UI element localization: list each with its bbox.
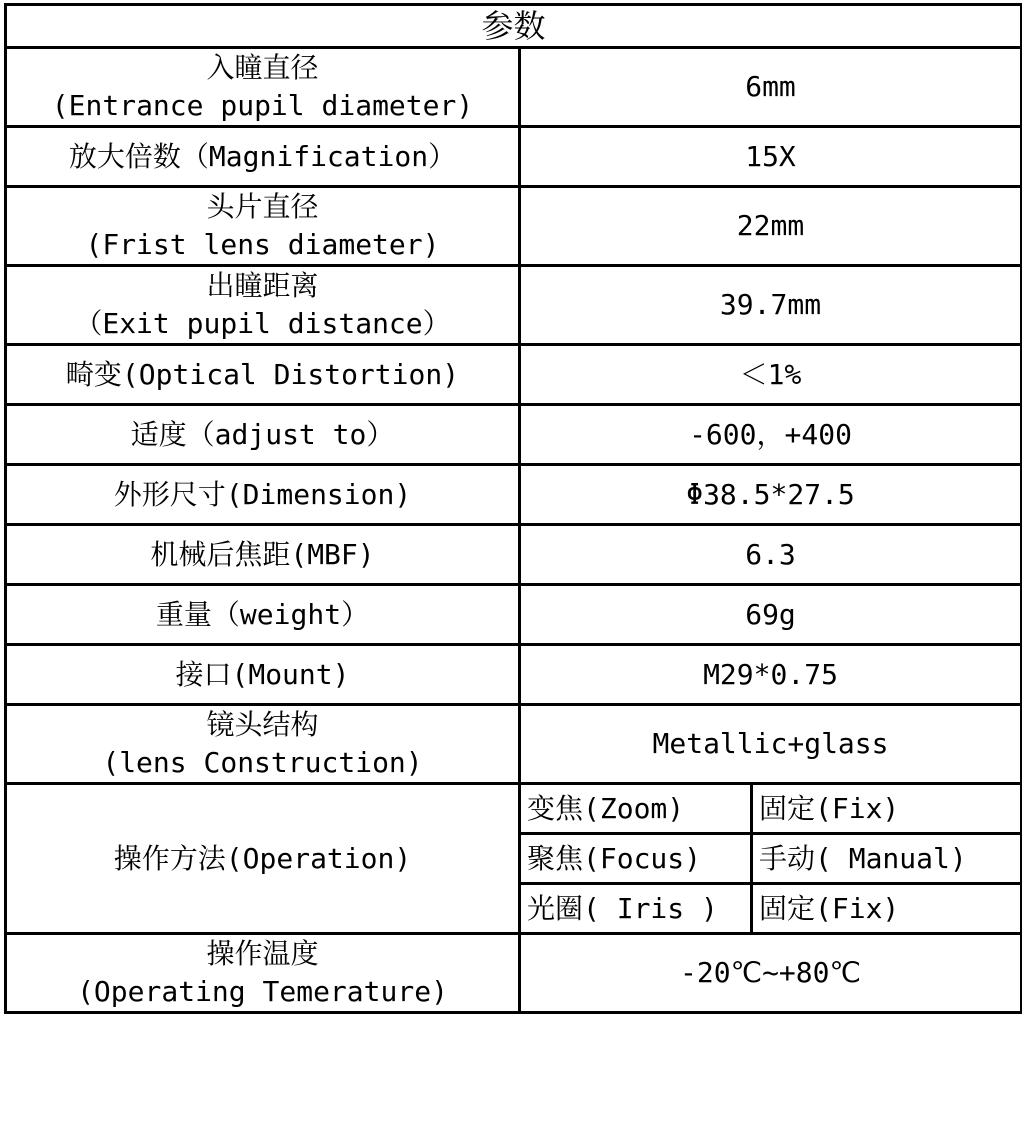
row-label: 机械后焦距(MBF): [6, 525, 520, 585]
table-row: [6, 48, 1022, 127]
row-label: [6, 266, 520, 345]
row-value: 39.7mm: [520, 266, 1022, 345]
row-value: 69g: [520, 585, 1022, 645]
row-label: 重量（weight）: [6, 585, 520, 645]
label-zh: 操作温度: [206, 937, 319, 970]
row-value: 6.3: [520, 525, 1022, 585]
label-zh: 头片直径: [206, 190, 319, 223]
table-row: [6, 705, 1022, 784]
row-value: ＜1%: [520, 345, 1022, 405]
operation-item-value: 固定(Fix): [752, 784, 1022, 834]
table-title-row: [6, 5, 1022, 48]
operation-item-name: 光圈( Iris ): [520, 884, 752, 934]
row-label: 放大倍数（Magnification）: [6, 127, 520, 187]
operation-item-value: 手动( Manual): [752, 834, 1022, 884]
row-label: [6, 705, 520, 784]
row-value: 22mm: [520, 187, 1022, 266]
label-en: (Entrance pupil diameter): [51, 89, 474, 122]
row-value: 15X: [520, 127, 1022, 187]
table-row: [6, 345, 1022, 405]
operation-item-name: 变焦(Zoom): [520, 784, 752, 834]
row-value: M29*0.75: [520, 645, 1022, 705]
table-row: [6, 465, 1022, 525]
label-en: (Frist lens diameter): [85, 228, 440, 261]
label-en: （Exit pupil distance）: [74, 307, 451, 340]
label-zh: 入瞳直径: [206, 51, 319, 84]
label-en: (lens Construction): [102, 746, 423, 779]
table-row: [6, 127, 1022, 187]
spec-table: [4, 3, 1022, 1014]
table-row: [6, 525, 1022, 585]
label-zh: 出瞳距离: [206, 269, 319, 302]
row-value: Metallic+glass: [520, 705, 1022, 784]
row-value: 6mm: [520, 48, 1022, 127]
row-label: 适度（adjust to）: [6, 405, 520, 465]
label-en: (Operating Temerature): [77, 975, 448, 1008]
operation-label: 操作方法(Operation): [6, 784, 520, 934]
row-value: Φ38.5*27.5: [520, 465, 1022, 525]
label-zh: 镜头结构: [206, 708, 319, 741]
row-value: -600，+400: [520, 405, 1022, 465]
table-row: [6, 405, 1022, 465]
row-label: [6, 48, 520, 127]
row-label: 畸变(Optical Distortion): [6, 345, 520, 405]
table-row: [6, 645, 1022, 705]
row-label: [6, 187, 520, 266]
operation-item-name: 聚焦(Focus): [520, 834, 752, 884]
table-row: [6, 934, 1022, 1013]
table-row: [6, 266, 1022, 345]
table-row: [6, 585, 1022, 645]
row-value: -20℃~+80℃: [520, 934, 1022, 1013]
row-label: 外形尺寸(Dimension): [6, 465, 520, 525]
row-label: [6, 934, 520, 1013]
table-title: 参数: [6, 5, 1022, 48]
table-row: [6, 187, 1022, 266]
row-label: 接口(Mount): [6, 645, 520, 705]
operation-row: [6, 784, 1022, 834]
operation-item-value: 固定(Fix): [752, 884, 1022, 934]
